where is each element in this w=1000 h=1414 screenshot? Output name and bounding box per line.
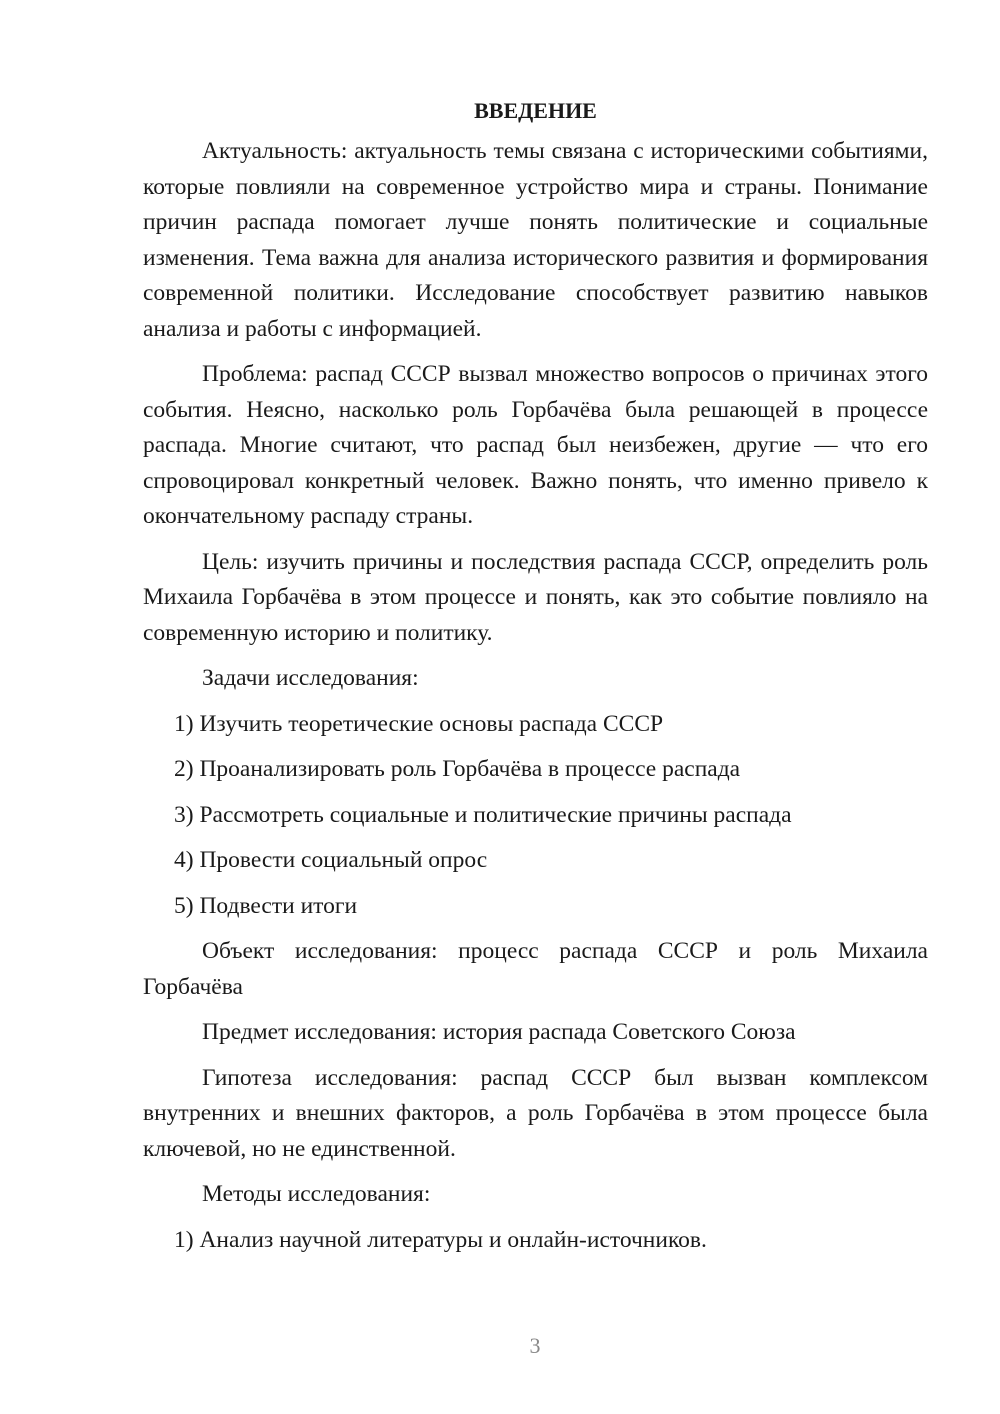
task-item-1: 1) Изучить теоретические основы распада СССР xyxy=(174,710,664,737)
page-content xyxy=(143,96,928,1268)
object-paragraph: Объект исследования: процесс распада СССР и роль Михаила Горбачёва xyxy=(143,938,928,1000)
goal-paragraph: Цель: изучить причины и последствия распада СССР, определить роль Михаила Горбачёва в этом процессе и понять, как это событие повлияло на современную историю и политику. xyxy=(143,548,928,646)
section-heading: ВВЕДЕНИЕ xyxy=(474,98,597,123)
method-item-1: 1) Анализ научной литературы и онлайн-источников. xyxy=(174,1226,707,1253)
problem-paragraph: Проблема: распад СССР вызвал множество вопросов о причинах этого события. Неясно, насколько роль Горбачёва была решающей в процессе распада. Многие считают, что распад был неизбежен, другие — что его спровоцировал конкретный человек. Важно понять, что именно привело к окончательному распаду страны. xyxy=(143,361,928,529)
hypothesis-paragraph: Гипотеза исследования: распад СССР был вызван комплексом внутренних и внешних факторов, а роль Горбачёва в этом процессе была ключевой, но не единственной. xyxy=(143,1064,928,1162)
subject-paragraph: Предмет исследования: история распада Советского Союза xyxy=(202,1019,796,1045)
task-item-3: 3) Рассмотреть социальные и политические причины распада xyxy=(174,801,792,828)
tasks-title: Задачи исследования: xyxy=(202,665,419,691)
page-number: 3 xyxy=(529,1333,541,1358)
task-item-2: 2) Проанализировать роль Горбачёва в процессе распада xyxy=(174,756,741,782)
task-item-5: 5) Подвести итоги xyxy=(174,892,358,919)
relevance-paragraph: Актуальность: актуальность темы связана с историческими событиями, которые повлияли на современное устройство мира и страны. Понимание причин распада помогает лучше понять политические и социальные изменения. Тема важна для анализа исторического развития и формирования современной политики. Исследование способствует развитию навыков анализа и работы с информацией. xyxy=(143,138,928,342)
task-item-4: 4) Провести социальный опрос xyxy=(174,847,488,873)
methods-title: Методы исследования: xyxy=(202,1181,431,1207)
